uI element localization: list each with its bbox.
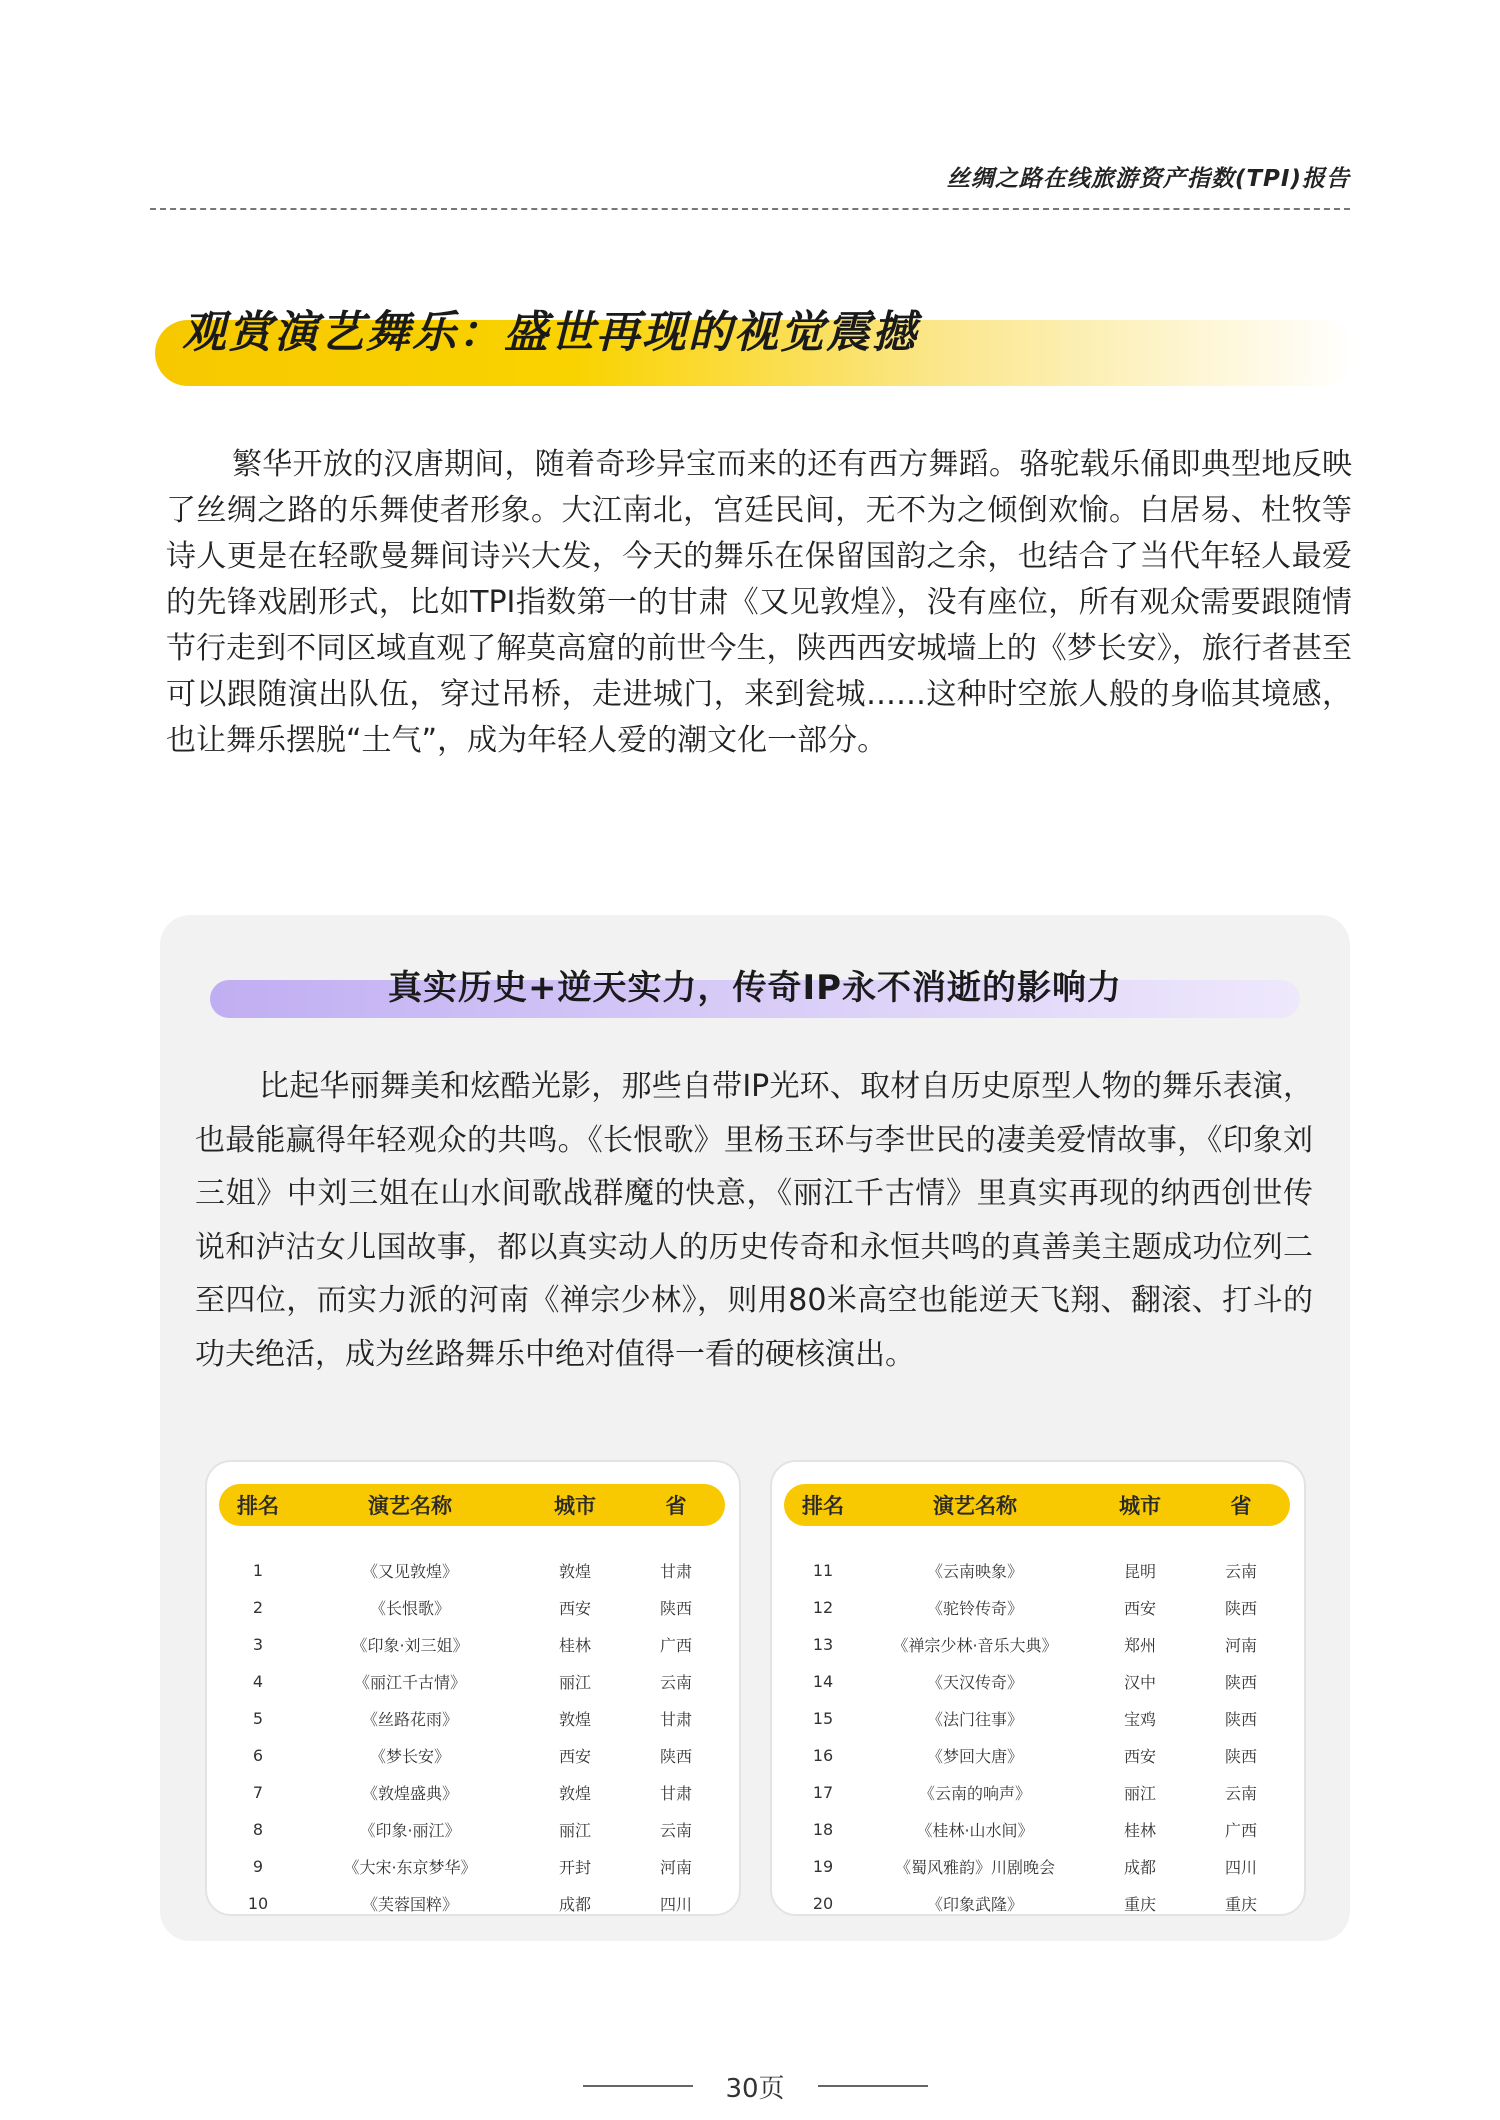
table-row bbox=[219, 1885, 725, 1922]
table-header bbox=[784, 1484, 1290, 1526]
table-row bbox=[219, 1774, 725, 1811]
show-name-cell: 《法门往事》 bbox=[926, 1710, 1023, 1729]
city-cell: 丽江 bbox=[558, 1673, 591, 1692]
header-city: 城市 bbox=[1119, 1494, 1161, 1518]
city-cell: 桂林 bbox=[1123, 1821, 1156, 1840]
province-cell: 云南 bbox=[1224, 1562, 1257, 1581]
table-row bbox=[784, 1737, 1290, 1774]
show-name-cell: 《云南的响声》 bbox=[918, 1784, 1031, 1803]
city-cell: 成都 bbox=[1123, 1858, 1156, 1877]
city-cell: 宝鸡 bbox=[1123, 1710, 1156, 1729]
table-row bbox=[784, 1811, 1290, 1848]
rank-cell: 11 bbox=[812, 1561, 834, 1580]
city-cell: 成都 bbox=[558, 1895, 591, 1914]
city-cell: 敦煌 bbox=[558, 1710, 591, 1729]
panel-title: 真实历史+逆天实力，传奇IP永不消逝的影响力 bbox=[387, 968, 1123, 1008]
rank-cell: 12 bbox=[812, 1598, 834, 1617]
header-rank: 排名 bbox=[802, 1494, 844, 1518]
table-row bbox=[784, 1848, 1290, 1885]
header-show-name: 演艺名称 bbox=[933, 1494, 1017, 1518]
show-name-cell: 《芙蓉国粹》 bbox=[361, 1895, 458, 1914]
show-name-cell: 《印象武隆》 bbox=[926, 1895, 1023, 1914]
header-show-name: 演艺名称 bbox=[368, 1494, 452, 1518]
table-row bbox=[219, 1589, 725, 1626]
table-body bbox=[784, 1552, 1290, 1922]
province-cell: 陕西 bbox=[1224, 1747, 1257, 1766]
rank-cell: 17 bbox=[812, 1783, 834, 1802]
city-cell: 西安 bbox=[1123, 1747, 1156, 1766]
ranking-table-right bbox=[770, 1460, 1306, 1916]
report-header-title: 丝绸之路在线旅游资产指数(TPI)报告 bbox=[946, 166, 1350, 192]
page-number: 30页 bbox=[725, 2074, 785, 2104]
city-cell: 开封 bbox=[558, 1858, 591, 1877]
province-cell: 陕西 bbox=[1224, 1599, 1257, 1618]
province-cell: 云南 bbox=[659, 1821, 692, 1840]
city-cell: 西安 bbox=[558, 1599, 591, 1618]
rank-cell: 20 bbox=[812, 1894, 834, 1913]
show-name-cell: 《印象·丽江》 bbox=[359, 1821, 461, 1840]
city-cell: 西安 bbox=[558, 1747, 591, 1766]
show-name-cell: 《又见敦煌》 bbox=[361, 1562, 458, 1581]
city-cell: 重庆 bbox=[1123, 1895, 1156, 1914]
rank-cell: 14 bbox=[812, 1672, 834, 1691]
city-cell: 敦煌 bbox=[558, 1784, 591, 1803]
table-row bbox=[219, 1552, 725, 1589]
province-cell: 四川 bbox=[1224, 1858, 1257, 1877]
province-cell: 陕西 bbox=[1224, 1673, 1257, 1692]
table-row bbox=[219, 1811, 725, 1848]
rank-cell: 13 bbox=[812, 1635, 834, 1654]
table-row bbox=[784, 1885, 1290, 1922]
section-title: 观赏演艺舞乐：盛世再现的视觉震撼 bbox=[182, 307, 918, 358]
table-row bbox=[784, 1700, 1290, 1737]
province-cell: 甘肃 bbox=[659, 1784, 692, 1803]
table-row bbox=[219, 1626, 725, 1663]
header-province: 省 bbox=[665, 1494, 687, 1518]
city-cell: 郑州 bbox=[1123, 1636, 1156, 1655]
city-cell: 丽江 bbox=[558, 1821, 591, 1840]
city-cell: 桂林 bbox=[558, 1636, 591, 1655]
table-row bbox=[219, 1663, 725, 1700]
rank-cell: 2 bbox=[252, 1598, 264, 1617]
show-name-cell: 《敦煌盛典》 bbox=[361, 1784, 458, 1803]
show-name-cell: 《驼铃传奇》 bbox=[926, 1599, 1023, 1618]
table-row bbox=[219, 1737, 725, 1774]
city-cell: 丽江 bbox=[1123, 1784, 1156, 1803]
province-cell: 陕西 bbox=[659, 1599, 692, 1618]
province-cell: 四川 bbox=[659, 1895, 692, 1914]
rank-cell: 18 bbox=[812, 1820, 834, 1839]
intro-paragraph: 繁华开放的汉唐期间，随着奇珍异宝而来的还有西方舞蹈。骆驼载乐俑即典型地反映了丝绸之路的乐舞使者形象。大江南北，宫廷民间，无不为之倾倒欢愉。白居易、杜牧等诗人更是在轻歌曼舞间诗兴大发，今天的舞乐在保留国韵之余，也结合了当代年轻人最爱的先锋戏剧形式，比如TPI指数第一的甘肃《又见敦煌》，没有座位，所有观众需要跟随情节行走到不同区域直观了解莫高窟的前世今生，陕西西安城墙上的《梦长安》，旅行者甚至可以跟随演出队伍，穿过吊桥，走进城门，来到瓮城……这种时空旅人般的身临其境感，也让舞乐摆脱“土气”，成为年轻人爱的潮文化一部分。 bbox=[166, 447, 1352, 758]
show-name-cell: 《蜀风雅韵》川剧晚会 bbox=[894, 1858, 1055, 1877]
table-row bbox=[784, 1774, 1290, 1811]
table-header bbox=[219, 1484, 725, 1526]
province-cell: 甘肃 bbox=[659, 1710, 692, 1729]
header-province: 省 bbox=[1230, 1494, 1252, 1518]
show-name-cell: 《天汉传奇》 bbox=[926, 1673, 1023, 1692]
rank-cell: 15 bbox=[812, 1709, 834, 1728]
province-cell: 陕西 bbox=[659, 1747, 692, 1766]
table-row bbox=[784, 1589, 1290, 1626]
header-city: 城市 bbox=[554, 1494, 596, 1518]
table-row bbox=[784, 1663, 1290, 1700]
show-name-cell: 《禅宗少林·音乐大典》 bbox=[892, 1636, 1058, 1655]
rank-cell: 1 bbox=[252, 1561, 264, 1580]
table-body bbox=[219, 1552, 725, 1922]
ranking-table-left bbox=[205, 1460, 741, 1916]
rank-cell: 9 bbox=[252, 1857, 264, 1876]
province-cell: 河南 bbox=[659, 1858, 692, 1877]
province-cell: 重庆 bbox=[1224, 1895, 1257, 1914]
rank-cell: 8 bbox=[252, 1820, 264, 1839]
table-row bbox=[219, 1700, 725, 1737]
province-cell: 河南 bbox=[1224, 1636, 1257, 1655]
show-name-cell: 《梦长安》 bbox=[369, 1747, 450, 1766]
show-name-cell: 《大宋·东京梦华》 bbox=[343, 1858, 477, 1877]
table-row bbox=[784, 1552, 1290, 1589]
show-name-cell: 《云南映象》 bbox=[926, 1562, 1023, 1581]
rank-cell: 16 bbox=[812, 1746, 834, 1765]
footer-rule-right bbox=[818, 2085, 928, 2087]
show-name-cell: 《印象·刘三姐》 bbox=[351, 1636, 469, 1655]
rank-cell: 3 bbox=[252, 1635, 264, 1654]
header-divider bbox=[150, 208, 1350, 210]
province-cell: 云南 bbox=[1224, 1784, 1257, 1803]
province-cell: 甘肃 bbox=[659, 1562, 692, 1581]
city-cell: 敦煌 bbox=[558, 1562, 591, 1581]
rank-cell: 5 bbox=[252, 1709, 264, 1728]
footer-rule-left bbox=[583, 2085, 693, 2087]
show-name-cell: 《桂林·山水间》 bbox=[916, 1821, 1034, 1840]
header-rank: 排名 bbox=[237, 1494, 279, 1518]
province-cell: 陕西 bbox=[1224, 1710, 1257, 1729]
rank-cell: 7 bbox=[252, 1783, 264, 1802]
table-row bbox=[219, 1848, 725, 1885]
show-name-cell: 《长恨歌》 bbox=[369, 1599, 450, 1618]
city-cell: 西安 bbox=[1123, 1599, 1156, 1618]
city-cell: 汉中 bbox=[1123, 1673, 1156, 1692]
province-cell: 广西 bbox=[659, 1636, 692, 1655]
city-cell: 昆明 bbox=[1123, 1562, 1156, 1581]
table-row bbox=[784, 1626, 1290, 1663]
panel-paragraph: 比起华丽舞美和炫酷光影，那些自带IP光环、取材自历史原型人物的舞乐表演，也最能赢得年轻观众的共鸣。《长恨歌》里杨玉环与李世民的凄美爱情故事，《印象刘三姐》中刘三姐在山水间歌战群魔的快意，《丽江千古情》里真实再现的纳西创世传说和泸沽女儿国故事，都以真实动人的历史传奇和永恒共鸣的真善美主题成功位列二至四位，而实力派的河南《禅宗少林》，则用80米高空也能逆天飞翔、翻滚、打斗的功夫绝活，成为丝路舞乐中绝对值得一看的硬核演出。 bbox=[195, 1069, 1313, 1372]
rank-cell: 4 bbox=[252, 1672, 264, 1691]
rank-cell: 6 bbox=[252, 1746, 264, 1765]
show-name-cell: 《丝路花雨》 bbox=[361, 1710, 458, 1729]
province-cell: 云南 bbox=[659, 1673, 692, 1692]
show-name-cell: 《丽江千古情》 bbox=[353, 1673, 466, 1692]
province-cell: 广西 bbox=[1224, 1821, 1257, 1840]
rank-cell: 19 bbox=[812, 1857, 834, 1876]
show-name-cell: 《梦回大唐》 bbox=[926, 1747, 1023, 1766]
rank-cell: 10 bbox=[247, 1894, 269, 1913]
